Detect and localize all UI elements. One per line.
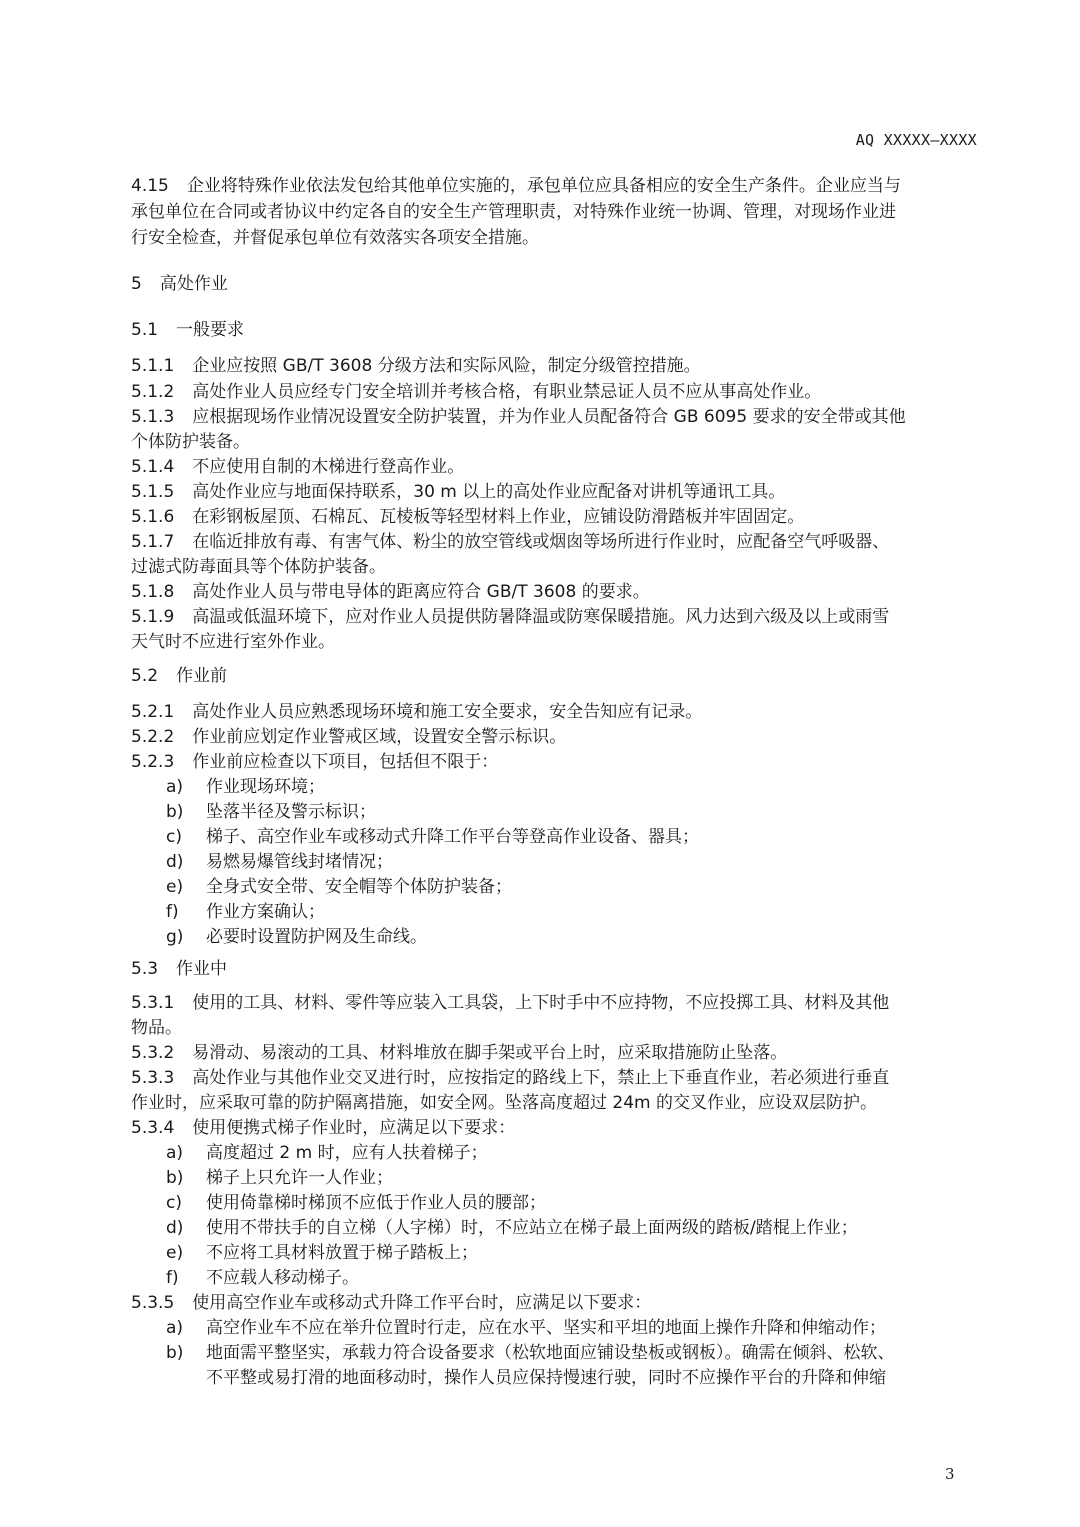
list-item [166, 875, 978, 900]
section-heading-5 [131, 272, 979, 297]
clause-5-1-7-cont: 过滤式防毒面具等个体防护装备。 [131, 557, 386, 577]
list-label: d) [166, 852, 184, 872]
list-text: 全身式安全带、安全帽等个体防护装备； [206, 877, 512, 897]
clause-5-1-2 [131, 380, 979, 405]
list-item [166, 800, 978, 825]
clause-number: 5.3.1 [131, 993, 175, 1013]
clause-text: 在临近排放有毒、有害气体、粉尘的放空管线或烟囱等场所进行作业时，应配备空气呼吸器、 [192, 532, 890, 552]
clause-number: 5.1.8 [131, 582, 175, 602]
list-text: 必要时设置防护网及生命线。 [206, 927, 427, 947]
clause-text: 使用的工具、材料、零件等应装入工具袋，上下时手中不应持物，不应投掷工具、材料及其他 [192, 993, 890, 1013]
list-item [166, 1141, 978, 1166]
list-label: g) [166, 927, 184, 947]
page-header-code: AQ XXXXX—XXXX [855, 131, 977, 149]
section-heading-5-2 [131, 664, 979, 689]
section-number: 5.3 [131, 959, 159, 979]
clause-5-3-4 [131, 1116, 979, 1141]
section-title: 作业前 [176, 666, 228, 686]
clause-5-1-4 [131, 455, 979, 480]
clause-number: 5.2.1 [131, 702, 175, 722]
para-4-15-line3: 行安全检查，并督促承包单位有效落实各项安全措施。 [131, 228, 539, 248]
list-label: b) [166, 1343, 184, 1363]
clause-number: 5.1.4 [131, 457, 175, 477]
list-label: a) [166, 777, 184, 797]
list-item [166, 775, 978, 800]
section-title: 作业中 [176, 959, 228, 979]
section-number: 5.2 [131, 666, 159, 686]
list-text: 高空作业车不应在举升位置时行走，应在水平、坚实和平坦的地面上操作升降和伸缩动作； [206, 1318, 886, 1338]
clause-text: 使用高空作业车或移动式升降工作平台时，应满足以下要求： [192, 1293, 652, 1313]
clause-text: 作业前应划定作业警戒区域，设置安全警示标识。 [192, 727, 567, 747]
list-label: c) [166, 827, 182, 847]
clause-text: 企业将特殊作业依法发包给其他单位实施的，承包单位应具备相应的安全生产条件。企业应当与 [186, 176, 901, 196]
list-item [166, 1241, 978, 1266]
list-label: a) [166, 1318, 184, 1338]
list-item-cont [166, 1366, 978, 1391]
clause-text: 使用便携式梯子作业时，应满足以下要求： [192, 1118, 516, 1138]
list-item [166, 925, 978, 950]
list-text: 作业现场环境； [206, 777, 325, 797]
clause-number: 5.1.9 [131, 607, 175, 627]
clause-text: 作业前应检查以下项目，包括但不限于： [192, 752, 499, 772]
clause-text: 高处作业人员应熟悉现场环境和施工安全要求，安全告知应有记录。 [192, 702, 703, 722]
clause-text: 高处作业人员应经专门安全培训并考核合格，有职业禁忌证人员不应从事高处作业。 [192, 382, 822, 402]
section-heading-5-3 [131, 957, 979, 982]
clause-text: 不应使用自制的木梯进行登高作业。 [192, 457, 465, 477]
clause-5-1-7 [131, 530, 979, 555]
list-text: 坠落半径及警示标识； [206, 802, 376, 822]
clause-5-1-3 [131, 405, 979, 430]
clause-5-1-1 [131, 354, 979, 379]
clause-number: 5.2.2 [131, 727, 175, 747]
list-text: 作业方案确认； [206, 902, 325, 922]
list-label: d) [166, 1218, 184, 1238]
list-text: 不应将工具材料放置于梯子踏板上； [206, 1243, 478, 1263]
list-item [166, 900, 978, 925]
clause-number: 5.1.1 [131, 356, 175, 376]
list-item [166, 1316, 978, 1341]
clause-5-1-8 [131, 580, 979, 605]
section-heading-5-1 [131, 318, 979, 343]
clause-5-3-3 [131, 1066, 979, 1091]
list-text: 不应载人移动梯子。 [206, 1268, 359, 1288]
clause-5-1-5 [131, 480, 979, 505]
clause-number: 5.2.3 [131, 752, 175, 772]
clause-5-2-1 [131, 700, 979, 725]
list-label: b) [166, 802, 184, 822]
list-text: 梯子、高空作业车或移动式升降工作平台等登高作业设备、器具； [206, 827, 699, 847]
clause-text: 在彩钢板屋顶、石棉瓦、瓦棱板等轻型材料上作业，应铺设防滑踏板并牢固固定。 [192, 507, 805, 527]
list-label: f) [166, 1268, 179, 1288]
page-number: 3 [945, 1465, 955, 1483]
clause-5-2-3 [131, 750, 979, 775]
clause-text: 高处作业应与地面保持联系，30 m 以上的高处作业应配备对讲机等通讯工具。 [192, 482, 786, 502]
para-4-15-line1 [131, 174, 979, 199]
clause-number: 5.3.4 [131, 1118, 175, 1138]
list-item [166, 1216, 978, 1241]
clause-text: 高处作业与其他作业交叉进行时，应按指定的路线上下，禁止上下垂直作业，若必须进行垂直 [192, 1068, 890, 1088]
list-text: 梯子上只允许一人作业； [206, 1168, 393, 1188]
list-text: 地面需平整坚实，承载力符合设备要求（松软地面应铺设垫板或钢板）。确需在倾斜、松软、 [206, 1343, 895, 1363]
list-label: a) [166, 1143, 184, 1163]
list-label: b) [166, 1168, 184, 1188]
section-title: 一般要求 [176, 320, 245, 340]
clause-number: 5.1.5 [131, 482, 175, 502]
clause-5-3-5 [131, 1291, 979, 1316]
clause-text: 企业应按照 GB/T 3608 分级方法和实际风险，制定分级管控措施。 [192, 356, 701, 376]
clause-text: 易滑动、易滚动的工具、材料堆放在脚手架或平台上时，应采取措施防止坠落。 [192, 1043, 788, 1063]
list-text: 不平整或易打滑的地面移动时，操作人员应保持慢速行驶，同时不应操作平台的升降和伸缩 [206, 1368, 886, 1388]
clause-5-3-2 [131, 1041, 979, 1066]
clause-number: 5.1.2 [131, 382, 175, 402]
list-text: 使用倚靠梯时梯顶不应低于作业人员的腰部； [206, 1193, 546, 1213]
list-label: f) [166, 902, 179, 922]
list-label: e) [166, 1243, 184, 1263]
clause-5-3-3-cont: 作业时，应采取可靠的防护隔离措施，如安全网。坠落高度超过 24m 的交叉作业，应设双层防护。 [131, 1093, 877, 1113]
list-text: 易燃易爆管线封堵情况； [206, 852, 393, 872]
list-item [166, 850, 978, 875]
clause-number: 5.1.3 [131, 407, 175, 427]
clause-5-3-1 [131, 991, 979, 1016]
clause-text: 高温或低温环境下，应对作业人员提供防暑降温或防寒保暖措施。风力达到六级及以上或雨雪 [192, 607, 890, 627]
list-item [166, 1191, 978, 1216]
clause-number: 5.1.6 [131, 507, 175, 527]
list-label: e) [166, 877, 184, 897]
clause-5-1-6 [131, 505, 979, 530]
clause-5-2-2 [131, 725, 979, 750]
list-item [166, 1341, 978, 1366]
clause-5-3-1-cont: 物品。 [131, 1018, 182, 1038]
clause-5-1-9-cont: 天气时不应进行室外作业。 [131, 632, 335, 652]
clause-5-1-9 [131, 605, 979, 630]
clause-number: 5.3.5 [131, 1293, 175, 1313]
list-item [166, 1166, 978, 1191]
list-item [166, 825, 978, 850]
clause-text: 高处作业人员与带电导体的距离应符合 GB/T 3608 的要求。 [192, 582, 650, 602]
section-number: 5 [131, 274, 142, 294]
list-item [166, 1266, 978, 1291]
list-text: 高度超过 2 m 时，应有人扶着梯子； [206, 1143, 488, 1163]
section-number: 5.1 [131, 320, 159, 340]
clause-number: 5.1.7 [131, 532, 175, 552]
para-4-15-line2: 承包单位在合同或者协议中约定各自的安全生产管理职责，对特殊作业统一协调、管理，对现场作业进 [131, 202, 896, 222]
clause-number: 5.3.3 [131, 1068, 175, 1088]
clause-number: 4.15 [131, 176, 169, 196]
list-label: c) [166, 1193, 182, 1213]
clause-text: 应根据现场作业情况设置安全防护装置，并为作业人员配备符合 GB 6095 要求的安全带或其他 [192, 407, 906, 427]
clause-number: 5.3.2 [131, 1043, 175, 1063]
section-title: 高处作业 [159, 274, 228, 294]
clause-5-1-3-cont: 个体防护装备。 [131, 432, 250, 452]
list-text: 使用不带扶手的自立梯（人字梯）时，不应站立在梯子最上面两级的踏板/踏棍上作业； [206, 1218, 858, 1238]
